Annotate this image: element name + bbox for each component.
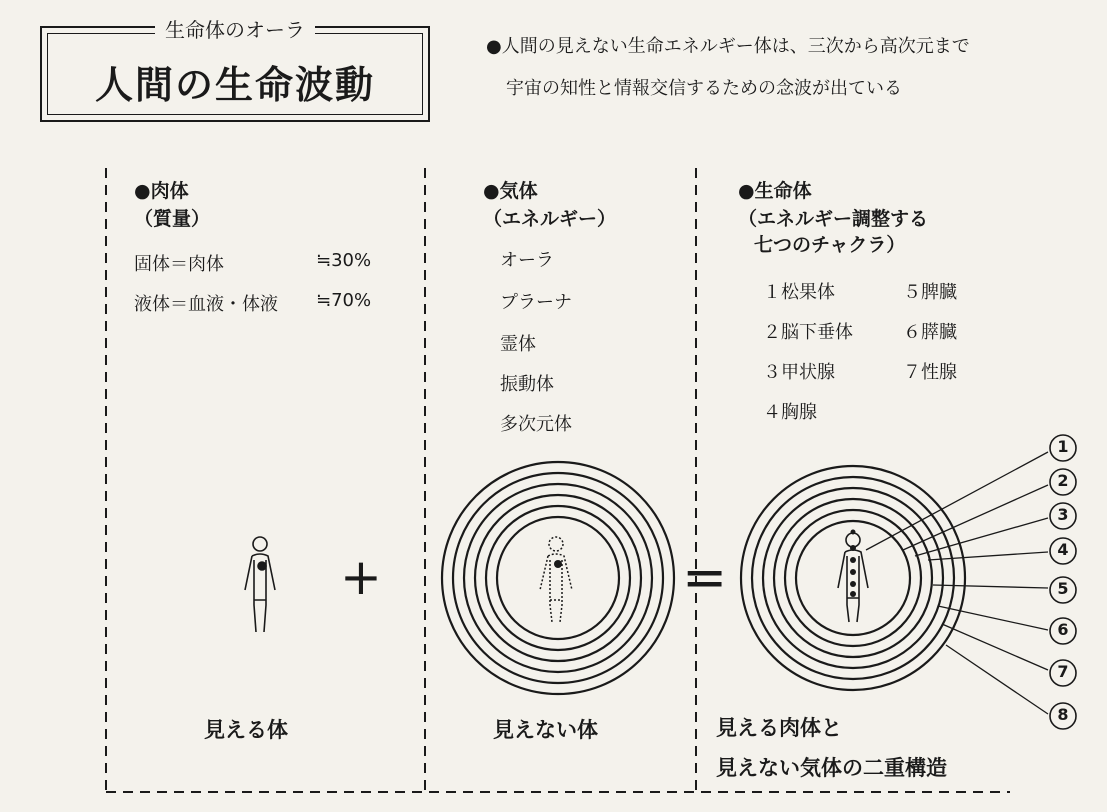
human-figure-invisible	[540, 537, 572, 622]
chakra-7: ７性腺	[903, 362, 957, 383]
col1-sub: （質量）	[134, 208, 211, 230]
col3-bottom-label-1: 見える肉体と	[716, 716, 842, 740]
aura-rings-right	[741, 466, 965, 690]
col3-bottom-label-2: 見えない気体の二重構造	[716, 756, 947, 780]
col1-bottom-label: 見える体	[204, 718, 288, 742]
col3-sub-1: （エネルギー調整する	[738, 208, 929, 230]
col1-heading: ●肉体	[134, 180, 189, 202]
col2-sub: （エネルギー）	[483, 208, 617, 230]
aura-rings-middle	[442, 462, 674, 694]
col2-bottom-label: 見えない体	[493, 718, 598, 742]
col3-heading: ●生命体	[738, 180, 812, 202]
subtitle: 生命体のオーラ	[155, 18, 315, 42]
col1-row1-label: 固体＝肉体	[134, 254, 224, 275]
col2-item-3: 霊体	[500, 334, 536, 355]
main-title: 人間の生命波動	[94, 63, 375, 107]
ring-label-2: 2	[1057, 471, 1069, 490]
col1-row2-label: 液体＝血液・体液	[134, 294, 278, 315]
chakra-5: ５脾臓	[903, 282, 957, 303]
intro-line-1: ●人間の見えない生命エネルギー体は、三次から高次元まで	[486, 36, 970, 57]
col2-heading: ●気体	[483, 180, 538, 202]
col2-item-2: プラーナ	[500, 292, 572, 313]
ring-label-1: 1	[1057, 437, 1069, 456]
plus-sign: +	[340, 548, 382, 606]
ring-label-7: 7	[1057, 662, 1069, 681]
chakra-1: １松果体	[763, 282, 835, 303]
ring-label-3: 3	[1057, 505, 1069, 524]
col1-row1-value: ≒30%	[316, 250, 372, 271]
leader-lines	[866, 452, 1048, 714]
intro-line-2: 宇宙の知性と情報交信するための念波が出ている	[506, 78, 902, 99]
chakra-points	[850, 530, 856, 598]
chakra-4: ４胸腺	[763, 402, 817, 423]
chakra-6: ６膵臓	[903, 322, 957, 343]
chakra-3: ３甲状腺	[763, 362, 835, 383]
col3-sub-2: 七つのチャクラ）	[754, 234, 906, 256]
ring-label-5: 5	[1057, 579, 1069, 598]
equals-sign: =	[682, 546, 728, 609]
col2-item-1: オーラ	[500, 250, 554, 271]
col2-item-4: 振動体	[500, 374, 554, 395]
figure-dot-middle	[554, 560, 562, 568]
col1-row2-value: ≒70%	[316, 290, 372, 311]
col2-item-5: 多次元体	[500, 414, 572, 435]
chakra-2: ２脳下垂体	[763, 322, 853, 343]
ring-label-8: 8	[1057, 705, 1069, 724]
human-figure-visible	[245, 537, 275, 632]
ring-label-4: 4	[1057, 540, 1069, 559]
ring-label-6: 6	[1057, 620, 1069, 639]
